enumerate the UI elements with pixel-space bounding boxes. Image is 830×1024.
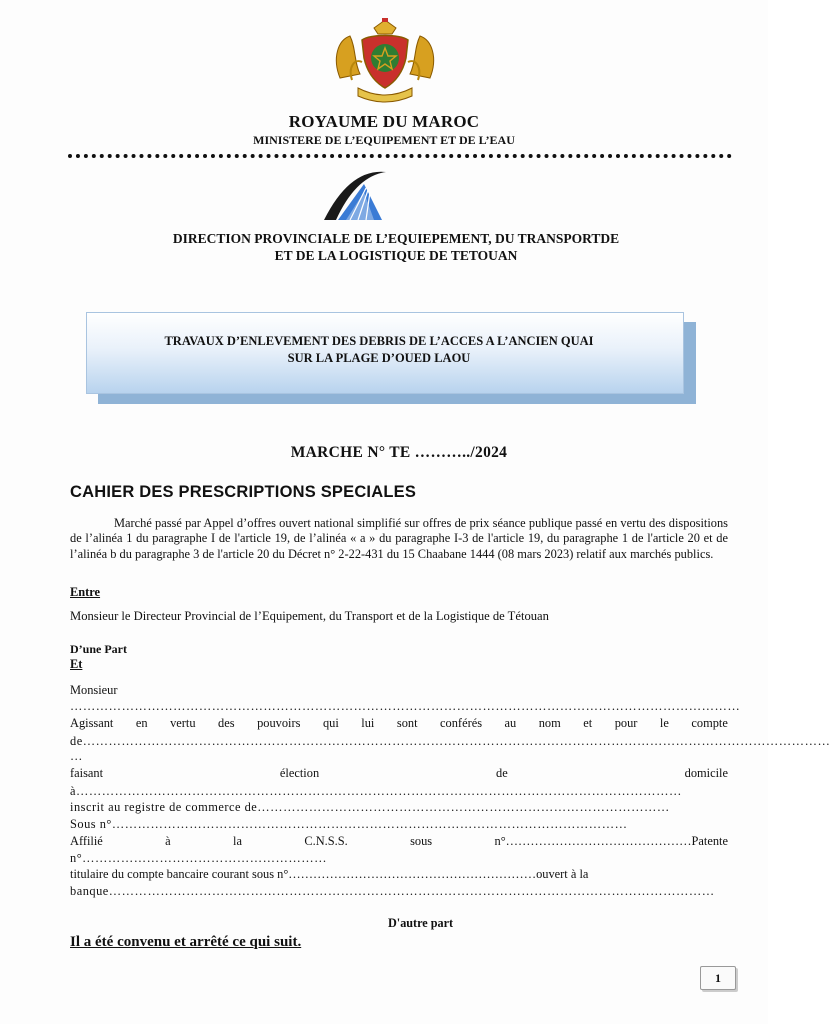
convenu-statement: Il a été convenu et arrêté ce qui suit. — [70, 934, 302, 950]
cnss-word: la — [233, 834, 242, 848]
project-banner — [86, 312, 684, 400]
cnss-word: sous — [410, 834, 433, 848]
page-number: 1 — [700, 966, 736, 990]
cps-title: CAHIER DES PRESCRIPTIONS SPECIALES — [70, 483, 417, 501]
ministry-logo-icon — [320, 166, 392, 222]
banner-box — [86, 312, 684, 394]
ministry-title: MINISTERE DE L’EQUIPEMENT ET DE L’EAU — [253, 133, 515, 147]
form-banque-line: banque…………………………………………………………………………………………………………………………… — [70, 884, 715, 898]
party-one-text: Monsieur le Directeur Provincial de l’Equipement, du Transport et de la Logistique de Tétouan — [70, 609, 549, 623]
form-de-line: de………………………………………………………………………………………………………………………………………………………… — [70, 734, 830, 748]
form-registre-line: inscrit au registre de commerce de…………………………………………………………………………………… — [70, 800, 670, 814]
agissant-word: en — [135, 716, 148, 730]
agissant-word: sont — [396, 716, 418, 730]
cnss-word: Affilié — [70, 834, 103, 848]
intro-text: Marché passé par Appel d’offres ouvert national simplifié sur offres de prix séance publique passé en vertu des dispositions de l’alinéa 1 du paragraphe I de l'article 19, de l’alinéa « a » du paragraphe I-3 de l'article 19, du paragraphe 1 de l'article 20 et de l’alinéa b du paragraphe 3 de l'article 20 du Décret n° 2-22-431 du 15 Chaabane 1444 (08 mars 2023) relatif aux marchés publics. — [70, 516, 728, 561]
direction-title — [0, 230, 792, 264]
cnss-word: C.N.S.S. — [304, 834, 348, 848]
et-label: Et — [70, 657, 83, 671]
agissant-word: le — [659, 716, 669, 730]
agissant-word: qui — [322, 716, 339, 730]
form-cnss-line — [70, 834, 728, 849]
agissant-word: au — [504, 716, 517, 730]
form-agissant-line — [70, 716, 728, 731]
agissant-word: et — [583, 716, 593, 730]
election-word: élection — [279, 766, 320, 780]
agissant-word: lui — [361, 716, 375, 730]
moroccan-royal-emblem-icon — [330, 18, 440, 110]
agissant-word: vertu — [170, 716, 196, 730]
agissant-word: nom — [538, 716, 561, 730]
cnss-word: n°………………………………………Patente — [494, 834, 728, 848]
kingdom-title: ROYAUME DU MAROC — [288, 112, 480, 131]
agissant-word: pour — [614, 716, 638, 730]
form-ellipsis: … — [70, 749, 83, 763]
election-word: de — [496, 766, 508, 780]
dotted-divider — [68, 150, 732, 158]
agissant-word: conférés — [440, 716, 483, 730]
marche-number: MARCHE N° TE ………../2024 — [290, 444, 508, 461]
form-titulaire-line: titulaire du compte bancaire courant sous n°……………………………………………………ouvert à la — [70, 867, 589, 881]
form-monsieur-dots: ………………………………………………………………………………………………………………………………………… — [70, 699, 741, 713]
agissant-word: pouvoirs — [257, 716, 301, 730]
dautre-part-label: D'autre part — [388, 916, 454, 930]
entre-label: Entre — [70, 585, 101, 599]
election-word: domicile — [684, 766, 728, 780]
form-sous-line: Sous n°………………………………………………………………………………………………………… — [70, 817, 628, 831]
agissant-word: compte — [691, 716, 728, 730]
agissant-word: Agissant — [70, 716, 114, 730]
form-a-line: à…………………………………………………………………………………………………………………………… — [70, 784, 682, 798]
cnss-word: à — [165, 834, 171, 848]
dune-part-label: D’une Part — [70, 642, 127, 656]
intro-paragraph — [70, 516, 728, 562]
direction-line-2: ET DE LA LOGISTIQUE DE TETOUAN — [274, 248, 518, 263]
banner-line-1: TRAVAUX D’ENLEVEMENT DES DEBRIS DE L’ACCES A L’ANCIEN QUAI — [164, 334, 594, 348]
election-word: faisant — [70, 766, 104, 780]
form-election-line — [70, 766, 728, 781]
banner-text — [87, 333, 671, 367]
banner-line-2: SUR LA PLAGE D’OUED LAOU — [287, 351, 471, 365]
form-n-line: n°………………………………………………… — [70, 851, 328, 865]
form-monsieur-label: Monsieur — [70, 683, 118, 697]
agissant-word: des — [218, 716, 235, 730]
direction-line-1: DIRECTION PROVINCIALE DE L’EQUIEPEMENT, DU TRANSPORTDE — [172, 231, 620, 246]
